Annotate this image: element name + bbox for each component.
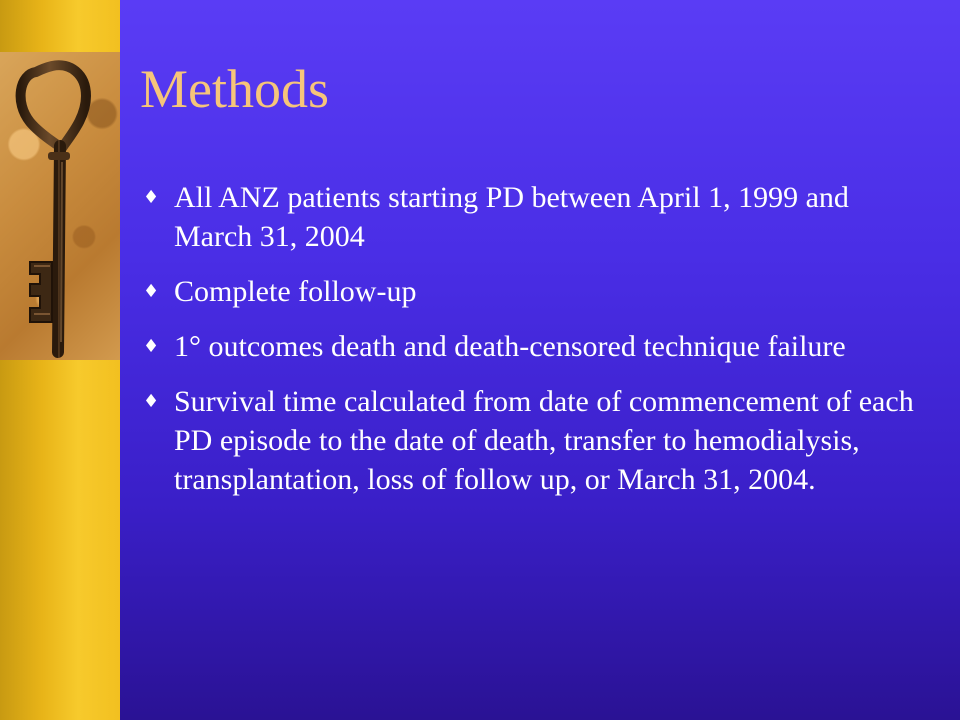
bullet-item	[140, 178, 930, 256]
bullet-text: All ANZ patients starting PD between April 1, 1999 and March 31, 2004	[174, 181, 849, 253]
diamond-bullet-icon: ♦	[143, 391, 160, 412]
bullet-text: Complete follow-up	[174, 275, 417, 308]
bullet-text: 1° outcomes death and death-censored technique failure	[174, 330, 846, 363]
bullet-list	[140, 178, 930, 499]
key-icon	[0, 52, 120, 360]
bullet-item	[140, 382, 930, 499]
bullet-item	[140, 272, 930, 311]
bullet-text: Survival time calculated from date of commencement of each PD episode to the date of death, transfer to hemodialysis, transplantation, loss of follow up, or March 31, 2004.	[174, 385, 914, 496]
diamond-bullet-icon: ♦	[143, 281, 160, 302]
diamond-bullet-icon: ♦	[143, 336, 160, 357]
slide-title: Methods	[140, 59, 329, 119]
diamond-bullet-icon: ♦	[143, 187, 160, 208]
key-photo	[0, 52, 120, 360]
bullet-item	[140, 327, 930, 366]
